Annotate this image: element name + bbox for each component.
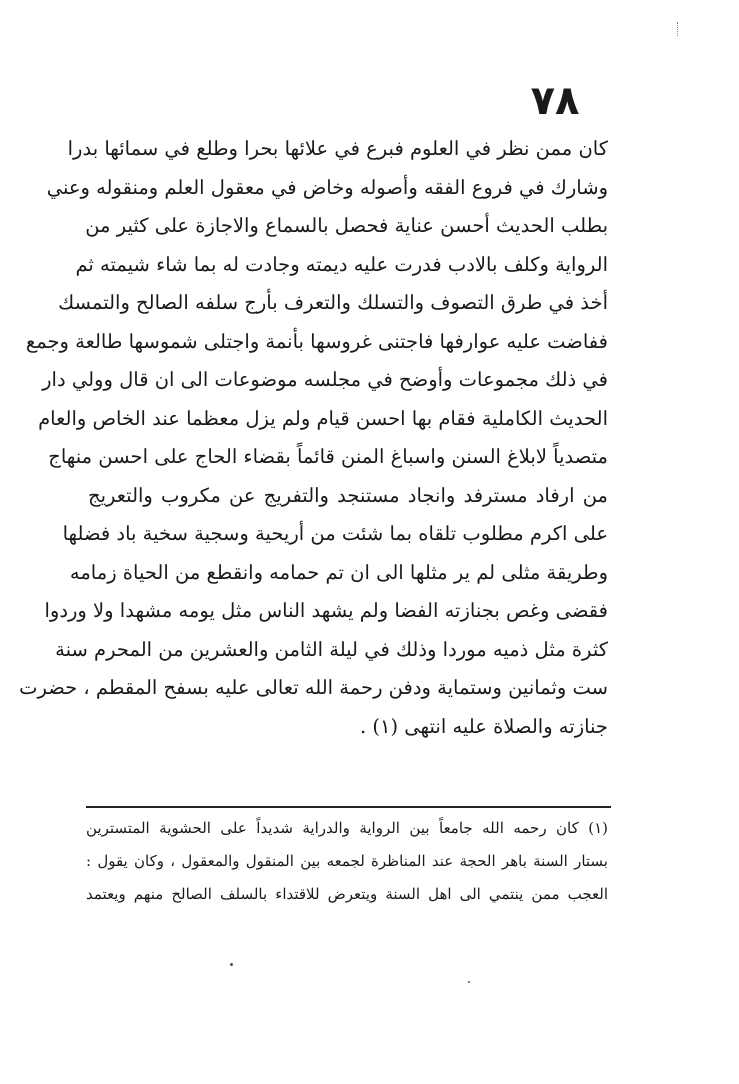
text-line: الرواية وكلف بالادب فدرت عليه ديمته وجادت له بما شاء شيمته ثم — [75, 252, 608, 276]
main-text — [19, 130, 608, 746]
footnote-divider — [86, 806, 611, 808]
page-edge-mark — [677, 22, 679, 36]
text-line: متصدياً لابلاغ السنن واسباغ المنن قائماً بقضاء الحاج على احسن منهاج — [48, 445, 608, 468]
footnote-line: بستار السنة باهر الحجة عند المناظرة لجمعه بين المنقول والمعقول ، وكان يقول : — [86, 852, 608, 870]
text-line: فقضى وغص بجنازته الفضا ولم يشهد الناس مثل يومه مشهدا ولا وردوا — [44, 599, 608, 622]
text-line: على اكرم مطلوب تلقاه بما شئت من أريحية وسجية سخية باد فضلها — [62, 522, 608, 545]
text-line: في ذلك مجموعات وأوضح في مجلسه موضوعات الى ان قال وولي دار — [42, 368, 608, 391]
text-line: الحديث الكاملية فقام بها احسن قيام ولم يزل معظما عند الخاص والعام — [38, 406, 608, 430]
text-line: بطلب الحديث أحسن عناية فحصل بالسماع والاجازة على كثير من — [85, 214, 608, 237]
text-line: كثرة مثل ذميه موردا وذلك في ليلة الثامن والعشرين من المحرم سنة — [55, 637, 608, 661]
text-line: ففاضت عليه عوارفها فاجتنى غروسها بأنمة واجتلى شموسها طالعة وجمع — [25, 329, 608, 353]
text-line: جنازته والصلاة عليه انتهى (١) . — [359, 714, 608, 738]
footnote-line: (١) كان رحمه الله جامعاً بين الرواية والدراية شديداً على الحشوية المتسترين — [86, 819, 608, 837]
text-line: وشارك في فروع الفقه وأصوله وخاض في معقول العلم ومنقوله وعني — [46, 175, 608, 199]
text-line: أخذ في طرق التصوف والتسلك والتعرف بأرج سلفه الصالح والتمسك — [58, 291, 608, 314]
text-line: من ارفاد مسترفد وانجاد مستنجد والتفريج عن مكروب والتعريج — [88, 483, 608, 507]
scan-speck — [230, 963, 233, 966]
text-line: كان ممن نظر في العلوم فبرع في علائها بحرا وطلع في سمائها بدرا — [67, 137, 608, 160]
footnote — [86, 812, 608, 911]
text-line: وطريقة مثلى لم ير مثلها الى ان تم حمامه وانقطع من الحياة زمامه — [69, 560, 608, 584]
text-line: ست وثمانين وستماية ودفن رحمة الله تعالى عليه بسفح المقطم ، حضرت — [19, 676, 608, 699]
scan-speck — [468, 981, 470, 983]
page-number: ٧٨ — [530, 78, 580, 124]
footnote-line: العجب ممن ينتمي الى اهل السنة ويتعرض للاقتداء بالسلف الصالح منهم ويعتمد — [86, 885, 608, 903]
